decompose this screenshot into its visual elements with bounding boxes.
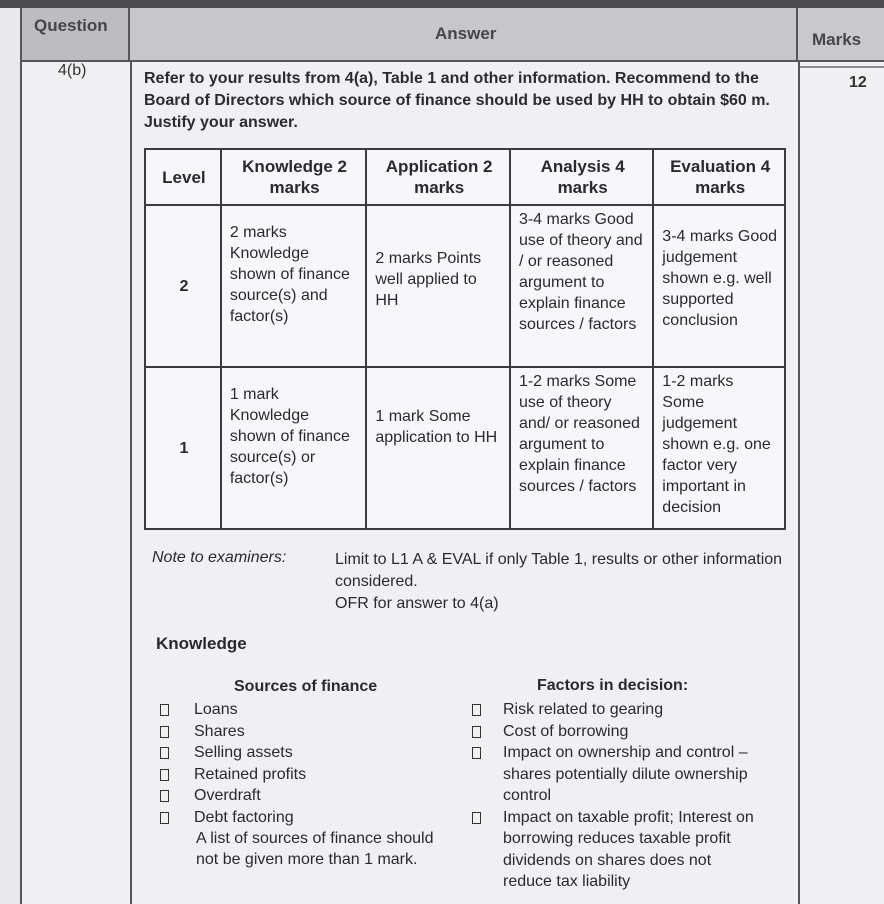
- answer-header-label: Answer: [435, 24, 497, 43]
- factor-label: Risk related to gearing: [503, 701, 664, 718]
- source-label: Debt factoring: [194, 808, 294, 826]
- source-label: Shares: [194, 722, 245, 740]
- list-item: [160, 699, 460, 721]
- factor-label: Impact on taxable profit; Interest on borrowing reduces taxable profit dividends on shares does not reduce tax liability: [503, 808, 754, 890]
- evaluation-cell: 1-2 marks Some judgement shown e.g. one factor very important in decision: [653, 367, 785, 529]
- factor-label: Cost of borrowing: [503, 722, 629, 740]
- source-label: Overdraft: [194, 787, 261, 804]
- answer-column-header: [130, 8, 798, 62]
- level-cell: 1: [145, 367, 221, 529]
- checkbox-icon: [160, 812, 169, 824]
- application-cell: 2 marks Points well applied to HH: [366, 205, 510, 367]
- marks-header-label: Marks: [812, 30, 862, 49]
- question-number: 4(b): [58, 62, 87, 79]
- question-prompt: Refer to your results from 4(a), Table 1 and other information. Recommend to the Board of Directors which source of finance should be used by HH to obtain $60 m. Justify your answer.: [144, 70, 770, 131]
- checkbox-icon: [160, 790, 169, 802]
- question-column-header: [22, 8, 130, 62]
- checkbox-icon: [160, 726, 169, 738]
- checkbox-icon: [472, 704, 481, 716]
- knowledge-heading: Knowledge: [156, 634, 247, 653]
- column-divider: [130, 62, 132, 904]
- sources-heading: Sources of finance: [234, 678, 378, 695]
- checkbox-icon: [160, 769, 169, 781]
- list-item: [472, 742, 772, 807]
- analysis-header: Analysis 4 marks: [510, 149, 653, 205]
- source-label: Loans: [194, 701, 238, 718]
- note-text: [335, 549, 795, 615]
- marks-column-header: [798, 8, 884, 62]
- list-item: [472, 807, 772, 893]
- source-label: Selling assets: [194, 744, 293, 761]
- knowledge-cell: 2 marks Knowledge shown of finance source(s) and factor(s): [221, 205, 367, 367]
- evaluation-cell: 3-4 marks Good judgement shown e.g. well supported conclusion: [653, 205, 785, 367]
- sources-footnote: A list of sources of finance should not be given more than 1 mark.: [196, 830, 434, 868]
- note-line: Limit to L1 A & EVAL if only Table 1, results or other information considered.: [335, 551, 783, 590]
- list-item: [160, 807, 460, 829]
- factors-list: [472, 699, 772, 893]
- column-divider: [798, 62, 800, 904]
- levels-table: [144, 148, 786, 530]
- level-header: Level: [145, 149, 221, 205]
- marks-value: 12: [849, 74, 867, 91]
- list-item: [160, 764, 460, 786]
- question-header-label: Question: [34, 16, 108, 35]
- analysis-cell: 3-4 marks Good use of theory and / or reasoned argument to explain finance sources / factors: [510, 205, 653, 367]
- marks-underline: [800, 66, 884, 68]
- analysis-cell: 1-2 marks Some use of theory and/ or reasoned argument to explain finance sources / factors: [510, 367, 653, 529]
- list-item: [472, 699, 772, 721]
- list-item: [160, 721, 460, 743]
- checkbox-icon: [472, 726, 481, 738]
- sources-list: [160, 699, 460, 828]
- factors-heading: Factors in decision:: [537, 677, 689, 694]
- list-item: [160, 742, 460, 764]
- checkbox-icon: [472, 747, 481, 759]
- factor-label: Impact on ownership and control – shares potentially dilute ownership control: [503, 744, 748, 804]
- table-row: [145, 205, 785, 367]
- knowledge-header: Knowledge 2 marks: [221, 149, 367, 205]
- application-header: Application 2 marks: [366, 149, 510, 205]
- level-cell: 2: [145, 205, 221, 367]
- note-line: OFR for answer to 4(a): [335, 595, 499, 612]
- checkbox-icon: [160, 747, 169, 759]
- evaluation-header: Evaluation 4 marks: [653, 149, 785, 205]
- note-label: Note to examiners:: [152, 549, 287, 566]
- table-row: [145, 367, 785, 529]
- source-label: Retained profits: [194, 765, 307, 783]
- knowledge-cell: 1 mark Knowledge shown of finance source(s) or factor(s): [221, 367, 367, 529]
- checkbox-icon: [160, 704, 169, 716]
- list-item: [472, 721, 772, 743]
- top-band: [0, 0, 884, 8]
- levels-table-header-row: [145, 149, 785, 205]
- checkbox-icon: [472, 812, 481, 824]
- list-item: [160, 785, 460, 807]
- application-cell: 1 mark Some application to HH: [366, 367, 510, 529]
